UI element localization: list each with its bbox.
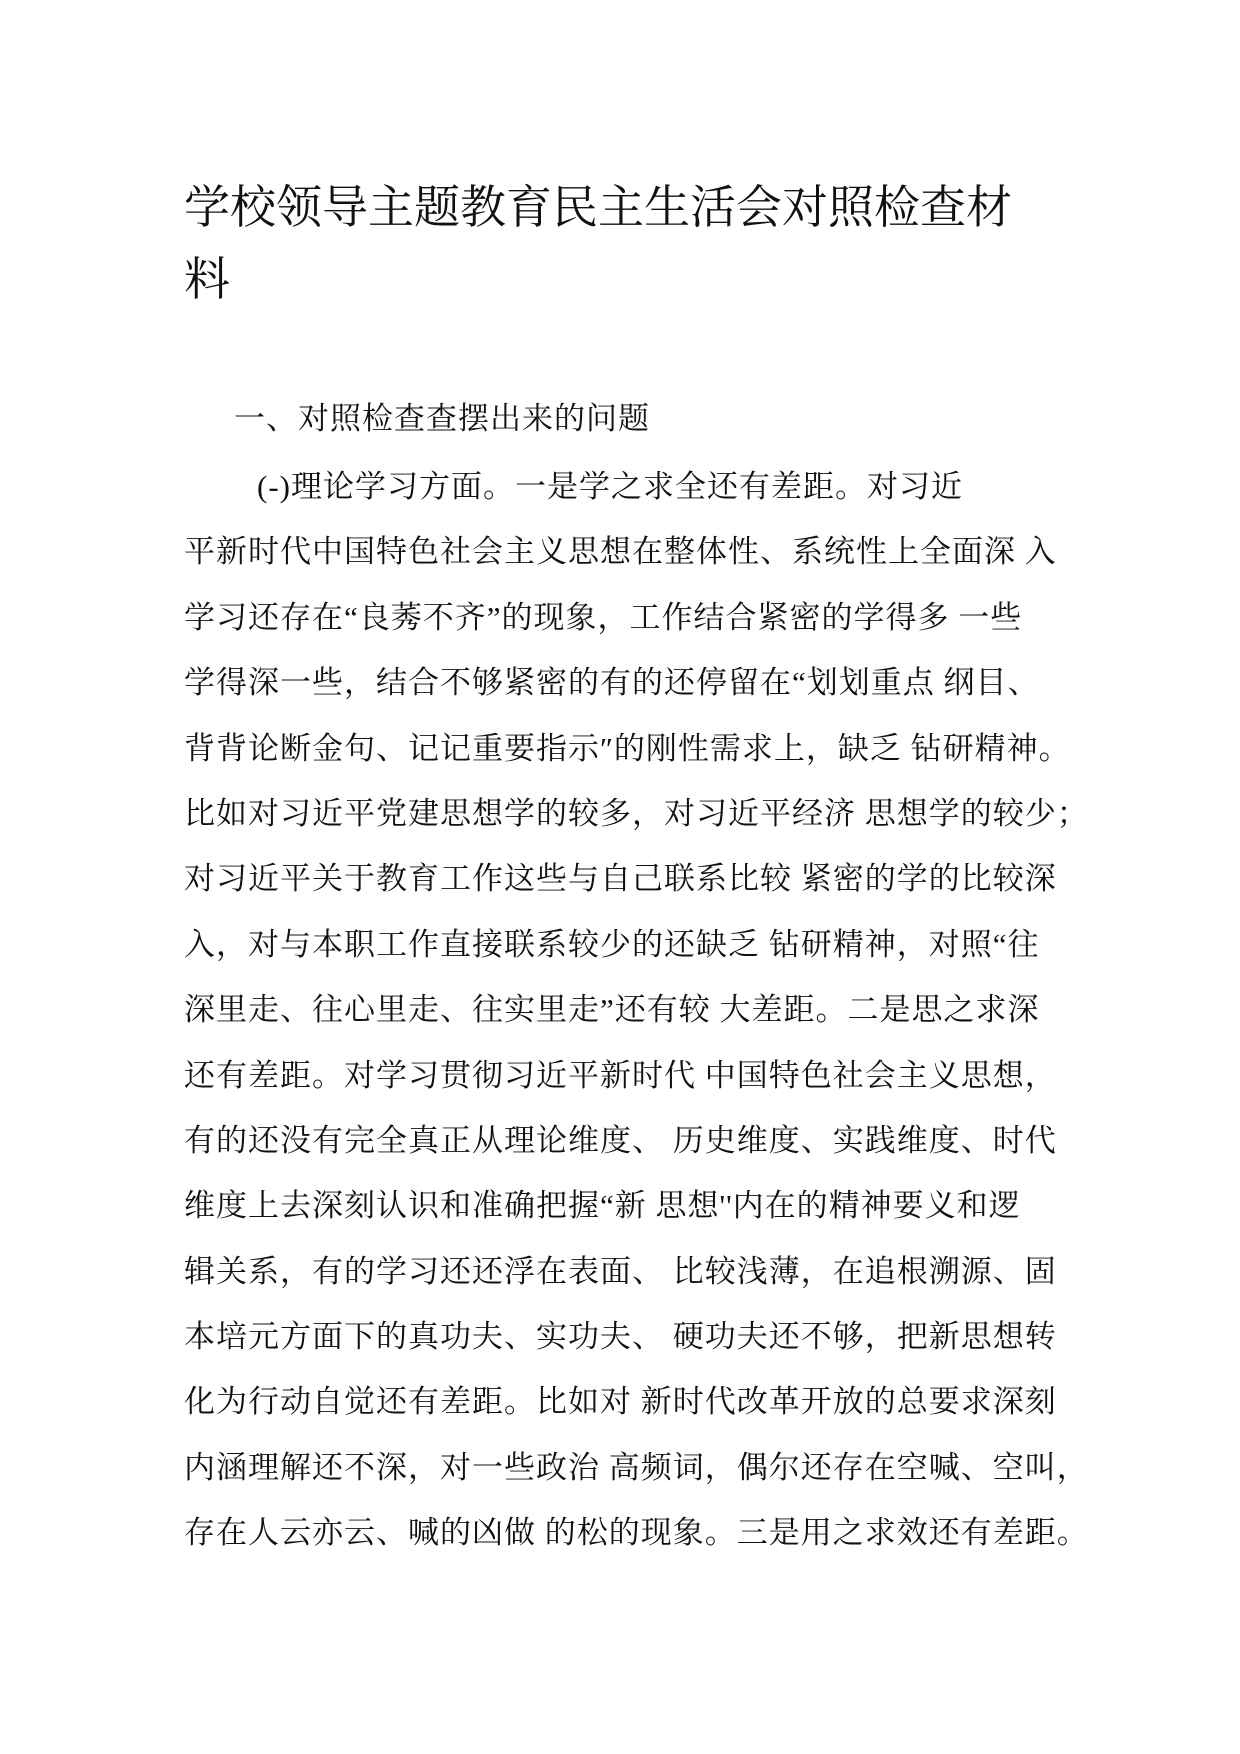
document-title	[184, 172, 1084, 316]
paragraph-line: 维度上去深刻认识和准确把握“新 思想''内在的精神要义和逻	[184, 1188, 1021, 1224]
paragraph-line: 学得深一些，结合不够紧密的有的还停留在“划划重点 纲目、	[184, 665, 1040, 701]
paragraph-line: 深里走、往心里走、往实里走”还有较 大差距。二是思之求深	[184, 992, 1040, 1028]
paragraph-line: 化为行动自觉还有差距。比如对 新时代改革开放的总要求深刻	[184, 1384, 1057, 1420]
paragraph-line: 辑关系，有的学习还还浮在表面、 比较浅薄，在追根溯源、固	[184, 1253, 1057, 1289]
paragraph-line: 本培元方面下的真功夫、实功夫、 硬功夫还不够，把新思想转	[184, 1319, 1057, 1355]
paragraph-line: 还有差距。对学习贯彻习近平新时代 中国特色社会主义思想，	[184, 1057, 1057, 1093]
paragraph-line: 比如对习近平党建思想学的较多，对习近平经济 思想学的较少；	[184, 795, 1089, 831]
title-line: 学校领导主题教育民主生活会对照检查材	[184, 182, 1012, 233]
section-heading: 一、对照检查查摆出来的问题	[234, 401, 650, 436]
title-line: 料	[184, 254, 230, 305]
paragraph-line: 背背论断金句、记记重要指示″的刚性需求上，缺乏 钻研精神。	[184, 730, 1071, 766]
paragraph-line: 有的还没有完全真正从理论维度、 历史维度、实践维度、时代	[184, 1122, 1057, 1158]
paragraph-line: 对习近平关于教育工作这些与自己联系比较 紧密的学的比较深	[184, 861, 1057, 897]
paragraph-line: 学习还存在“良莠不齐”的现象，工作结合紧密的学得多 一些	[184, 599, 1023, 635]
paragraph-line: 平新时代中国特色社会主义思想在整体性、系统性上全面深 入	[184, 534, 1057, 570]
paragraph	[184, 454, 1124, 1566]
paragraph-line: 存在人云亦云、喊的凶做 的松的现象。三是用之求效还有差距。	[184, 1515, 1089, 1551]
paragraph-line: 内涵理解还不深，对一些政治 高频词，偶尔还存在空喊、空叫，	[184, 1449, 1089, 1485]
paragraph-line: 入，对与本职工作直接联系较少的还缺乏 钻研精神，对照“往	[184, 926, 1040, 962]
paragraph-line: (-)理论学习方面。一是学之求全还有差距。对习近	[257, 469, 963, 504]
